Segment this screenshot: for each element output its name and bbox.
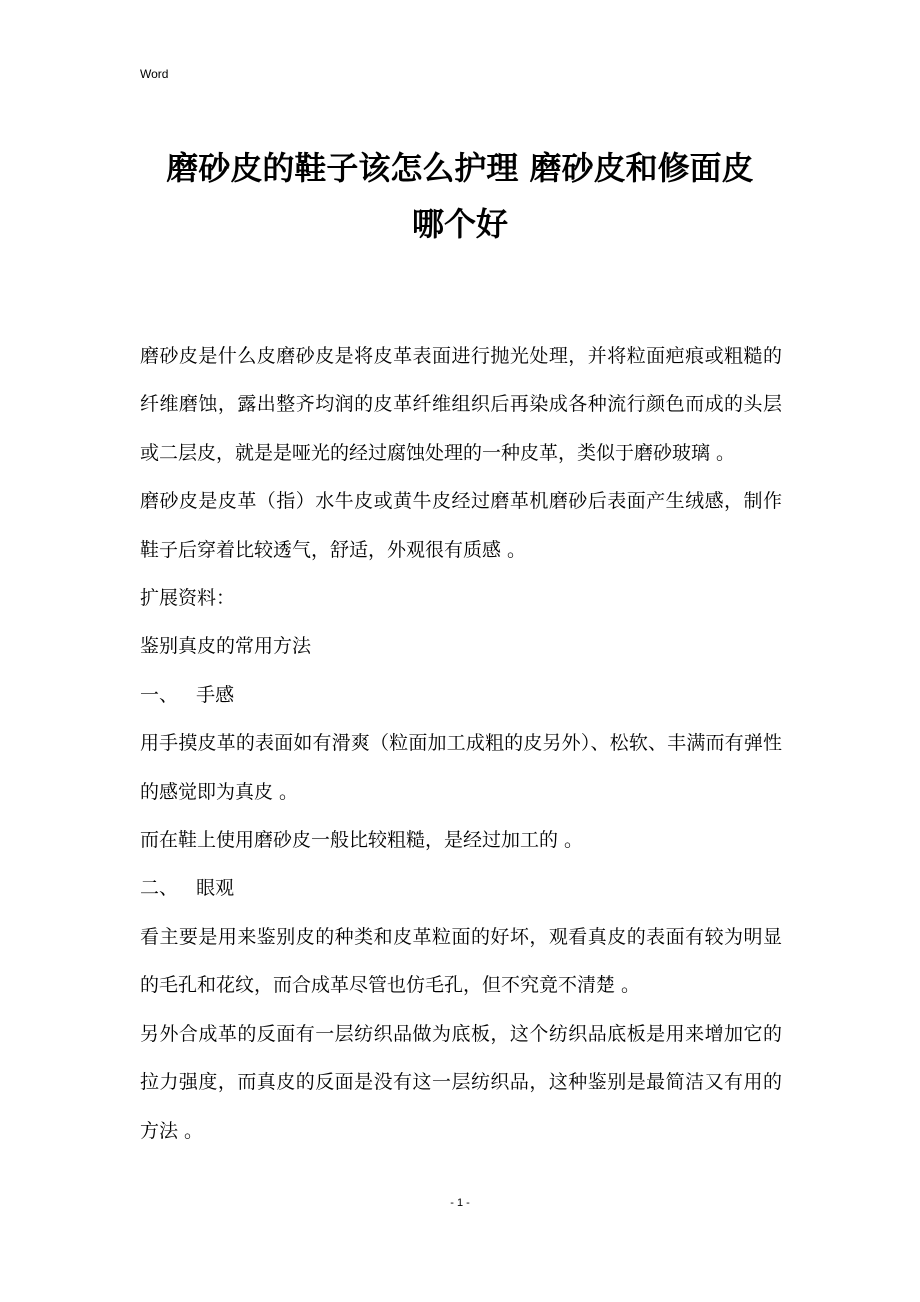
title-line-1: 磨砂皮的鞋子该怎么护理 磨砂皮和修面皮 [166, 149, 754, 187]
paragraph-extended-info: 扩展资料： [140, 587, 236, 610]
subheading-touch: 一、 手感 [140, 683, 235, 706]
page-number: - 1 - [450, 1197, 470, 1209]
section-heading-methods: 鉴别真皮的常用方法 [140, 635, 312, 658]
document-title [140, 140, 780, 252]
paragraph-touch-detail: 用手摸皮革的表面如有滑爽（粒面加工成粗的皮另外）、松软、丰满而有弹性的感觉即为真皮 。 [140, 732, 782, 803]
subheading-visual: 二、 眼观 [140, 877, 235, 900]
document-body [140, 332, 782, 1155]
paragraph-suede-definition: 磨砂皮是皮革（指）水牛皮或黄牛皮经过磨革机磨砂后表面产生绒感，制作鞋子后穿着比较透气，舒适，外观很有质感 。 [140, 490, 782, 561]
paragraph-shoe-note: 而在鞋上使用磨砂皮一般比较粗糙，是经过加工的 。 [140, 829, 584, 852]
paragraph-intro: 磨砂皮是什么皮磨砂皮是将皮革表面进行抛光处理，并将粒面疤痕或粗糙的纤维磨蚀，露出整齐均润的皮革纤维组织后再染成各种流行颜色而成的头层或二层皮，就是是哑光的经过腐蚀处理的一种皮革，类似于磨砂玻璃 。 [140, 345, 782, 464]
paragraph-backing-detail: 另外合成革的反面有一层纺织品做为底板，这个纺织品底板是用来增加它的拉力强度，而真皮的反面是没有这一层纺织品，这种鉴别是最简洁又有用的方法 。 [140, 1022, 782, 1142]
header-label: Word [140, 67, 169, 81]
paragraph-visual-detail: 看主要是用来鉴别皮的种类和皮革粒面的好坏，观看真皮的表面有较为明显的毛孔和花纹，而合成革尽管也仿毛孔，但不究竟不清楚 。 [140, 925, 782, 997]
title-line-2: 哪个好 [411, 205, 508, 243]
